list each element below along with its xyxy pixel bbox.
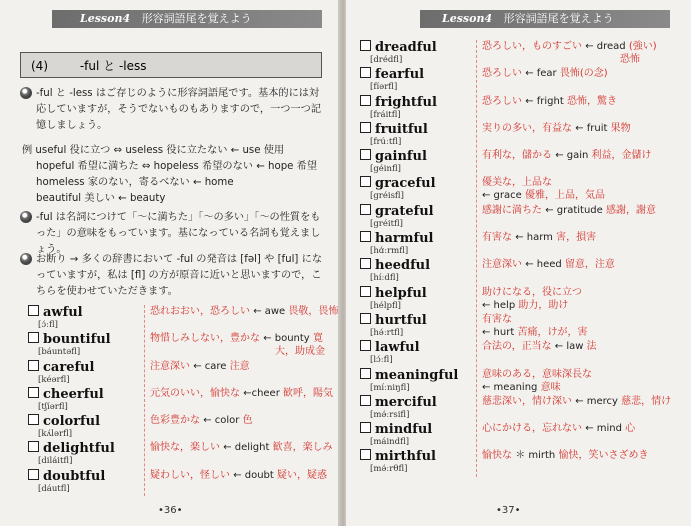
checkbox[interactable] (28, 387, 39, 398)
pronunciation: [mə́ːrθfl] (370, 464, 408, 475)
checkbox[interactable] (28, 469, 39, 480)
pronunciation: [fíərfl] (370, 82, 398, 93)
vocab-word: hurtful (375, 312, 427, 328)
divider-line (144, 305, 145, 496)
vocab-word: lawful (375, 340, 420, 356)
checkbox[interactable] (28, 305, 39, 316)
pronunciation: [lɔ́ːfl] (370, 355, 393, 366)
vocab-word: helpful (375, 285, 427, 301)
example-line: beautiful 美しい ← beauty (36, 193, 166, 204)
definition: 有害な ← harm 害，損害 (482, 232, 597, 244)
checkbox[interactable] (360, 286, 371, 297)
pronunciation: [kéərfl] (38, 374, 70, 385)
pronunciation: [ɔ́ːfl] (38, 320, 58, 330)
checkbox[interactable] (360, 449, 371, 460)
definition: 愉快な，楽しい ← delight 歓喜，楽しみ (150, 442, 333, 454)
definition: 注意深い ← care 注意 (150, 360, 250, 372)
note-paragraph-1 (20, 86, 326, 134)
vocab-word: mindful (375, 422, 433, 438)
definition: 元気のいい，愉快な ←cheer 歓呼，陽気 (150, 387, 334, 399)
definition: 助けになる，役に立つ ← help 助力，助け (482, 286, 582, 311)
checkbox[interactable] (360, 204, 371, 215)
checkbox[interactable] (360, 67, 371, 78)
vocab-word: dreadful (375, 40, 437, 55)
definition: 物惜しみしない，豊かな ← bounty 寛 大，助成金 (150, 333, 325, 358)
lesson-label: Lesson4 (442, 12, 493, 25)
pronunciation: [mə́ːrsifl] (370, 409, 410, 420)
checkbox[interactable] (360, 176, 371, 187)
checkbox[interactable] (28, 332, 39, 343)
checkbox[interactable] (360, 368, 371, 379)
vocab-word: delightful (43, 441, 115, 457)
vocab-word: awful (43, 305, 83, 320)
pronunciation: [gréisfl] (370, 191, 404, 202)
definition: 感謝に満ちた ← gratitude 感謝，謝意 (482, 204, 656, 216)
vocab-word: fruitful (375, 121, 428, 137)
vocab-word: heedful (375, 258, 431, 274)
page-number: •36• (158, 505, 183, 516)
definition: 有利な，儲かる ← gain 利益，金儲け (482, 150, 652, 162)
section-title: -ful と -less (79, 59, 147, 73)
definition: 注意深い ← heed 留意，注意 (482, 259, 615, 271)
definition: 恐れおおい，恐ろしい ← awe 畏敬，畏怖 (150, 306, 339, 317)
checkbox[interactable] (360, 95, 371, 106)
example-block (22, 143, 317, 207)
checkbox[interactable] (360, 395, 371, 406)
pronunciation: [híːdfl] (370, 273, 399, 284)
bullet-icon (20, 87, 32, 99)
example-line: hopeful 希望に満ちた ⇔ hopeless 希望のない ← hope 希望 (36, 161, 318, 172)
checkbox[interactable] (360, 231, 371, 242)
vocab-word: meaningful (375, 367, 459, 383)
pronunciation: [dáutfl] (38, 483, 70, 494)
vocab-word: cheerful (43, 386, 104, 402)
page-number: •37• (496, 505, 521, 516)
bullet-icon (20, 211, 32, 223)
definition: 恐ろしい ← fright 恐怖，驚き (482, 95, 617, 107)
divider-line (476, 40, 477, 477)
pronunciation: [frúːtfl] (370, 136, 402, 147)
vocab-word: frightful (375, 94, 437, 110)
definition: 心にかける，忘れない ← mind 心 (482, 423, 636, 435)
note-text: お断り → 多くの辞書において -ful の発音は [fəl] や [ful] になっていますが，私は [fl] の方が原音に近いと思いますので，こちらを使わせていただきます。 (36, 254, 323, 297)
definition: 意味のある，意味深長な ← meaning 意味 (482, 368, 592, 393)
checkbox[interactable] (360, 340, 371, 351)
definition: 恐ろしい，ものすごい ← dread (強い) 恐怖 (482, 41, 657, 65)
vocab-word: merciful (375, 394, 437, 410)
note-paragraph-2 (20, 210, 326, 258)
checkbox[interactable] (360, 313, 371, 324)
example-line: homeless 家のない，寄るべない ← home (36, 177, 234, 188)
bullet-icon (20, 253, 32, 265)
definition: 恐ろしい ← fear 畏怖(の念) (482, 68, 608, 80)
checkbox[interactable] (360, 422, 371, 433)
header-title: 形容詞語尾を覚えよう (141, 12, 252, 25)
section-heading (20, 52, 322, 78)
definition: 慈悲深い，情け深い ← mercy 慈悲，情け (482, 395, 672, 407)
checkbox[interactable] (360, 40, 371, 51)
example-line: 例 useful 役に立つ ⇔ useless 役に立たない ← use 使用 (22, 145, 285, 156)
left-page (0, 0, 340, 526)
definition: 色彩豊かな ← color 色 (150, 415, 253, 427)
pronunciation: [gréitfl] (370, 218, 403, 229)
definition: 愉快な ＊ mirth 愉快，笑いさざめき (482, 450, 649, 462)
note-text: -ful と -less はご存じのように形容詞語尾です。基本的には対応していますが，そうでないものもありますので，一つ一つ記憶しましょう。 (36, 88, 322, 131)
checkbox[interactable] (360, 149, 371, 160)
pronunciation: [hélpfl] (370, 300, 401, 311)
vocab-word: graceful (375, 176, 436, 192)
note-text: -ful は名詞につけて「〜に満ちた」「〜の多い」「〜の性質をもった」の意味をもっています。基になっている名詞も覚えましょう。 (36, 212, 321, 255)
pronunciation: [drédfl] (370, 55, 403, 65)
definition: 有害な ← hurt 苦痛，けが，害 (482, 313, 588, 338)
pronunciation: [fráitfl] (370, 109, 401, 120)
pronunciation: [géinfl] (370, 164, 401, 175)
checkbox[interactable] (360, 258, 371, 269)
vocab-word: doubtful (43, 468, 106, 484)
pronunciation: [míːniŋfl] (370, 382, 410, 393)
left-page-header (52, 10, 322, 28)
right-page-header (420, 10, 670, 28)
definition: 優美な，上品な ← grace 優雅，上品，気品 (482, 177, 605, 202)
definition: 疑わしい，怪しい ← doubt 疑い，疑惑 (150, 469, 328, 481)
lesson-label: Lesson4 (80, 12, 131, 25)
note-paragraph-3 (20, 252, 326, 300)
vocab-word: gainful (375, 149, 427, 165)
pronunciation: [hɑ́ːrmfl] (370, 246, 409, 257)
pronunciation: [hə́ːrtfl] (370, 327, 404, 338)
vocab-word: fearful (375, 67, 425, 83)
vocab-word: mirthful (375, 449, 436, 465)
pronunciation: [kʌ́lərfl] (38, 429, 73, 440)
vocab-word: colorful (43, 414, 101, 430)
section-number: (4) (31, 59, 48, 73)
pronunciation: [diláitfl] (38, 456, 73, 467)
vocab-word: bountiful (43, 332, 111, 348)
vocab-word: grateful (375, 203, 434, 219)
pronunciation: [máindfl] (370, 437, 410, 448)
checkbox[interactable] (28, 441, 39, 452)
vocab-word: careful (43, 359, 95, 375)
pronunciation: [tʃíərfl] (38, 401, 68, 412)
pronunciation: [báuntəfl] (38, 347, 81, 358)
vocab-word: harmful (375, 231, 434, 247)
definition: 合法の，正当な ← law 法 (482, 341, 597, 353)
header-title: 形容詞語尾を覚えよう (503, 12, 614, 25)
checkbox[interactable] (28, 360, 39, 371)
checkbox[interactable] (28, 414, 39, 425)
definition: 実りの多い，有益な ← fruit 果物 (482, 122, 631, 134)
checkbox[interactable] (360, 122, 371, 133)
